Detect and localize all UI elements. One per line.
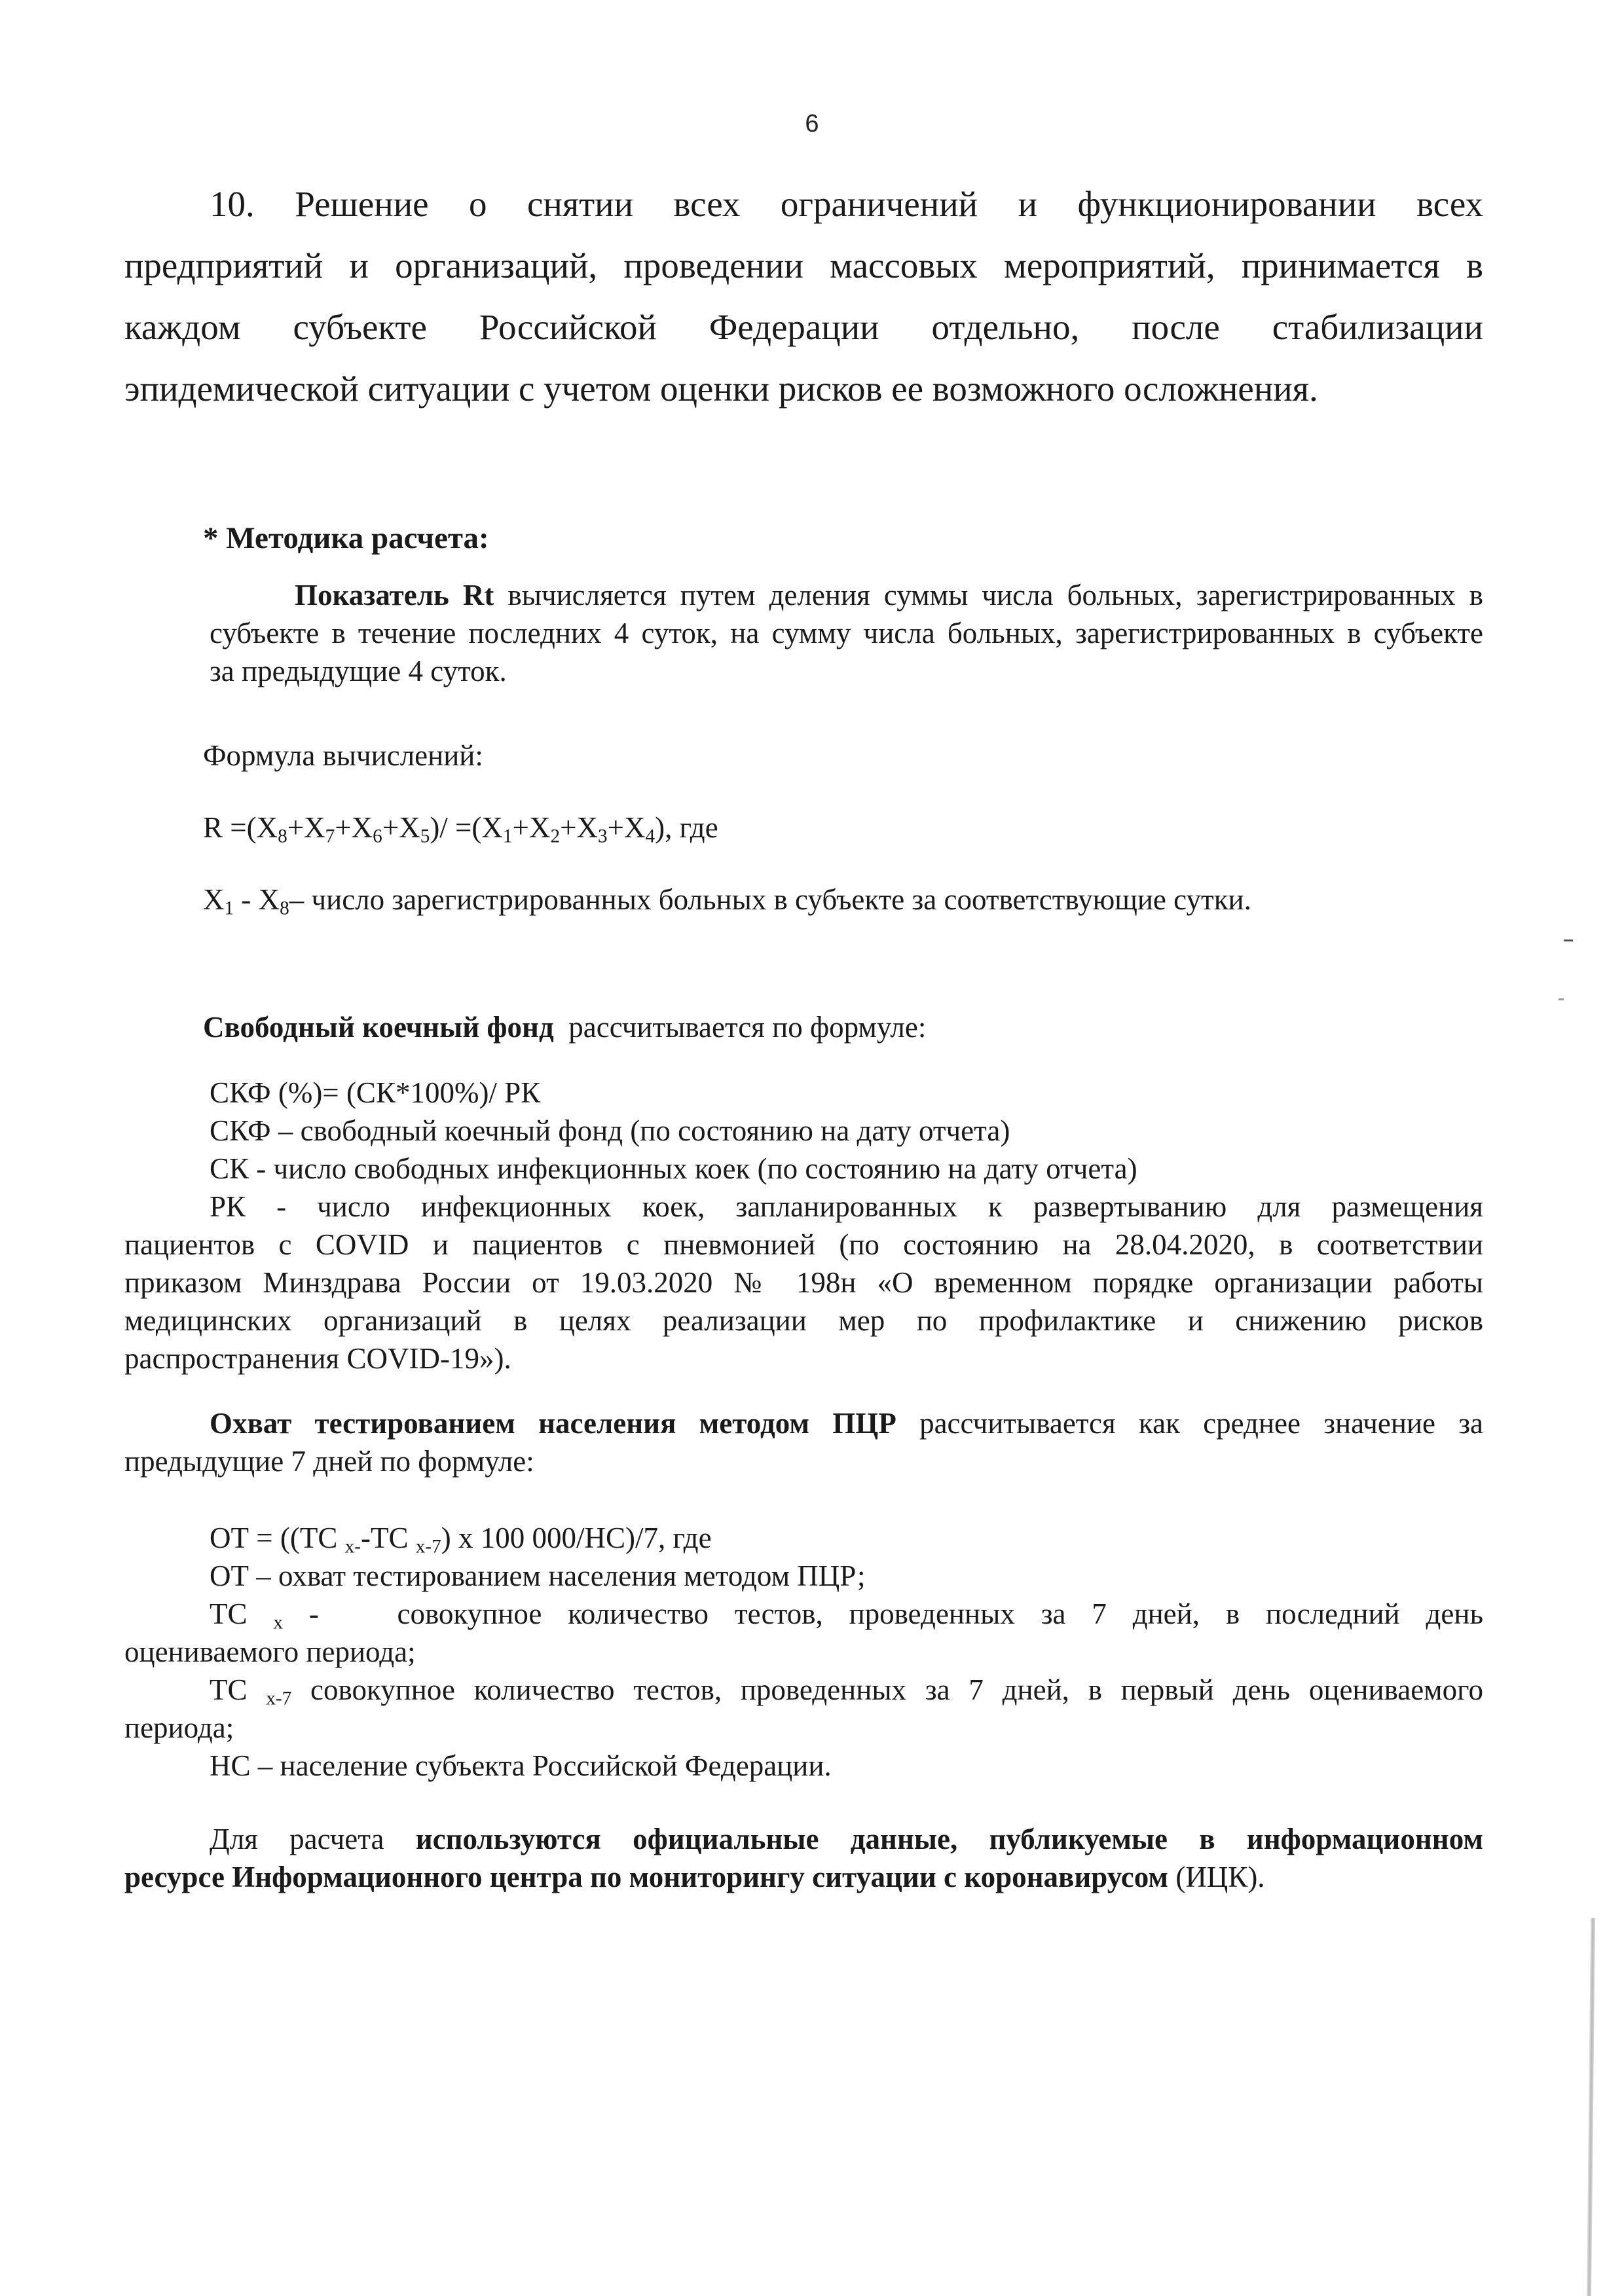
formula-var: X — [256, 811, 278, 844]
formula-part: ) x 100 000/НС)/7, где — [441, 1522, 712, 1554]
final-bold-1: используются официальные данные, публикуемые в информационном — [415, 1823, 1483, 1855]
rk-line: РК - число инфекционных коек, запланированных к развертыванию для размещения — [210, 1190, 1483, 1223]
formula-sub: 5 — [420, 826, 430, 847]
formula-sub: 8 — [278, 826, 287, 847]
x-definition-text: – число зарегистрированных больных в субъекте за соответствующие сутки. — [289, 883, 1251, 916]
rt-line-1 — [124, 576, 1483, 614]
scan-speck — [1559, 998, 1564, 1000]
formula-part: R =( — [203, 811, 257, 844]
formula-sub: x-7 — [415, 1536, 441, 1558]
formula-var: X — [576, 811, 598, 844]
formula-sub: 1 — [502, 826, 513, 847]
page-number: 6 — [805, 110, 819, 137]
pcr-line-2: предыдущие 7 дней по формуле: — [124, 1445, 534, 1478]
x-definition: $X_1 - X_8-$ число зарегистрированных больных в субъекте за соответствующие сутки. — [203, 883, 1251, 919]
beds-title-text: рассчитывается по формуле: — [553, 1011, 927, 1044]
formula-var: X — [623, 811, 646, 844]
rt-paragraph — [124, 576, 1483, 690]
rt-line-1-text: вычисляется путем деления суммы числа больных, зарегистрированных в — [494, 579, 1483, 611]
nc-definition: НС – население субъекта Российской Федерации. — [210, 1749, 832, 1782]
tcx-label: ТС — [210, 1597, 274, 1630]
formula-var: X — [258, 883, 280, 916]
formula-var: X — [351, 811, 373, 844]
ot-definition: ОТ – охват тестированием населения методом ПЦР; — [210, 1559, 866, 1592]
final-line-1 — [124, 1820, 1483, 1858]
pcr-line-1 — [124, 1404, 1483, 1442]
tcx7-label: ТС — [210, 1673, 267, 1706]
methodology-heading: * Методика расчета: — [203, 521, 489, 555]
formula-title: Формула вычислений: — [203, 739, 483, 772]
tcx-line-1 — [124, 1595, 1483, 1633]
paragraph-10-line: предприятий и организаций, проведении массовых мероприятий, принимается в — [124, 246, 1483, 285]
final-note — [124, 1820, 1483, 1896]
scan-speck — [1564, 939, 1573, 941]
pcr-paragraph — [124, 1404, 1483, 1480]
beds-title — [203, 1008, 1562, 1046]
paragraph-10-line: 10. Решение о снятии всех ограничений и функционировании всех — [210, 184, 1483, 224]
paragraph-10 — [124, 173, 1483, 420]
formula-part: )/ =( — [430, 811, 482, 844]
formula-sub: 4 — [645, 826, 655, 847]
formula-part: ОТ = ((ТС — [210, 1522, 345, 1554]
formula-var: X — [528, 811, 551, 844]
formula-var: X — [203, 883, 225, 916]
beds-formula: СКФ (%)= (СК*100%)/ РК — [210, 1076, 541, 1109]
tcx7-line-2: периода; — [124, 1711, 234, 1744]
final-line-2 — [124, 1858, 1483, 1896]
beds-definition: СКФ – свободный коечный фонд (по состоянию на дату отчета) — [210, 1114, 1010, 1147]
formula-sub: 8 — [280, 898, 289, 919]
formula-var: X — [304, 811, 325, 844]
beds-term: Свободный коечный фонд — [203, 1011, 554, 1044]
rk-line: пациентов с COVID и пациентов с пневмонией (по состоянию на 28.04.2020, в соответствии — [124, 1228, 1483, 1261]
rt-line-3: за предыдущие 4 суток. — [210, 655, 507, 687]
final-bold-2: ресурсе Информационного центра по мониторингу ситуации с коронавирусом — [124, 1861, 1169, 1893]
tcx-text: - совокупное количество тестов, проведенных за 7 дней, в последний день — [283, 1597, 1483, 1630]
formula-sub: 3 — [597, 826, 608, 847]
formula-sub: x — [273, 1612, 284, 1633]
formula-sub: x- — [344, 1536, 361, 1558]
formula-sub: 6 — [373, 826, 382, 847]
pcr-formula — [124, 1519, 1483, 1557]
formula-var: X — [481, 811, 503, 844]
rk-line: приказом Минздрава России от 19.03.2020 № 198н «О временном порядке организации работы — [124, 1266, 1483, 1299]
beds-definition: СК - число свободных инфекционных коек (по состоянию на дату отчета) — [210, 1152, 1137, 1185]
paragraph-10-line: каждом субъекте Российской Федерации отдельно, после стабилизации — [124, 307, 1483, 347]
tcx7-text: совокупное количество тестов, проведенных за 7 дней, в первый день оцениваемого — [291, 1673, 1483, 1706]
final-prefix: Для расчета — [210, 1823, 416, 1855]
formula-sub: 2 — [550, 826, 561, 847]
tcx7-line-1 — [124, 1671, 1483, 1709]
formula-sub: 7 — [325, 826, 335, 847]
formula-sub: 1 — [224, 898, 234, 919]
rt-line-2: субъекте в течение последних 4 суток, на сумму числа больных, зарегистрированных в субъекте — [210, 617, 1483, 649]
paragraph-10-line: эпидемической ситуации с учетом оценки рисков ее возможного осложнения. — [124, 369, 1318, 409]
formula-part: -ТС — [360, 1522, 416, 1554]
formula-var: X — [399, 811, 420, 844]
pcr-line-1-text: рассчитывается как среднее значение за — [896, 1407, 1483, 1440]
scan-edge-line — [1587, 1918, 1595, 2296]
formula-sub: x-7 — [266, 1688, 292, 1709]
beds-definitions — [124, 1074, 1483, 1377]
rt-formula: $R =(X_8+X_7+X_6+X_5)/ =(X_1+X_2+X_3+X_4)$, где — [203, 811, 718, 847]
pcr-term: Охват тестированием населения методом ПЦР — [210, 1407, 896, 1440]
rk-line: медицинских организаций в целях реализации мер по профилактике и снижению рисков — [124, 1304, 1483, 1337]
formula-part: ), где — [655, 811, 718, 844]
tcx-line-2: оцениваемого периода; — [124, 1635, 416, 1668]
pcr-formulas — [124, 1519, 1483, 1785]
rt-term: Показатель Rt — [295, 579, 494, 611]
rk-line: распространения COVID-19»). — [124, 1342, 511, 1375]
final-suffix: (ИЦК). — [1168, 1861, 1265, 1893]
